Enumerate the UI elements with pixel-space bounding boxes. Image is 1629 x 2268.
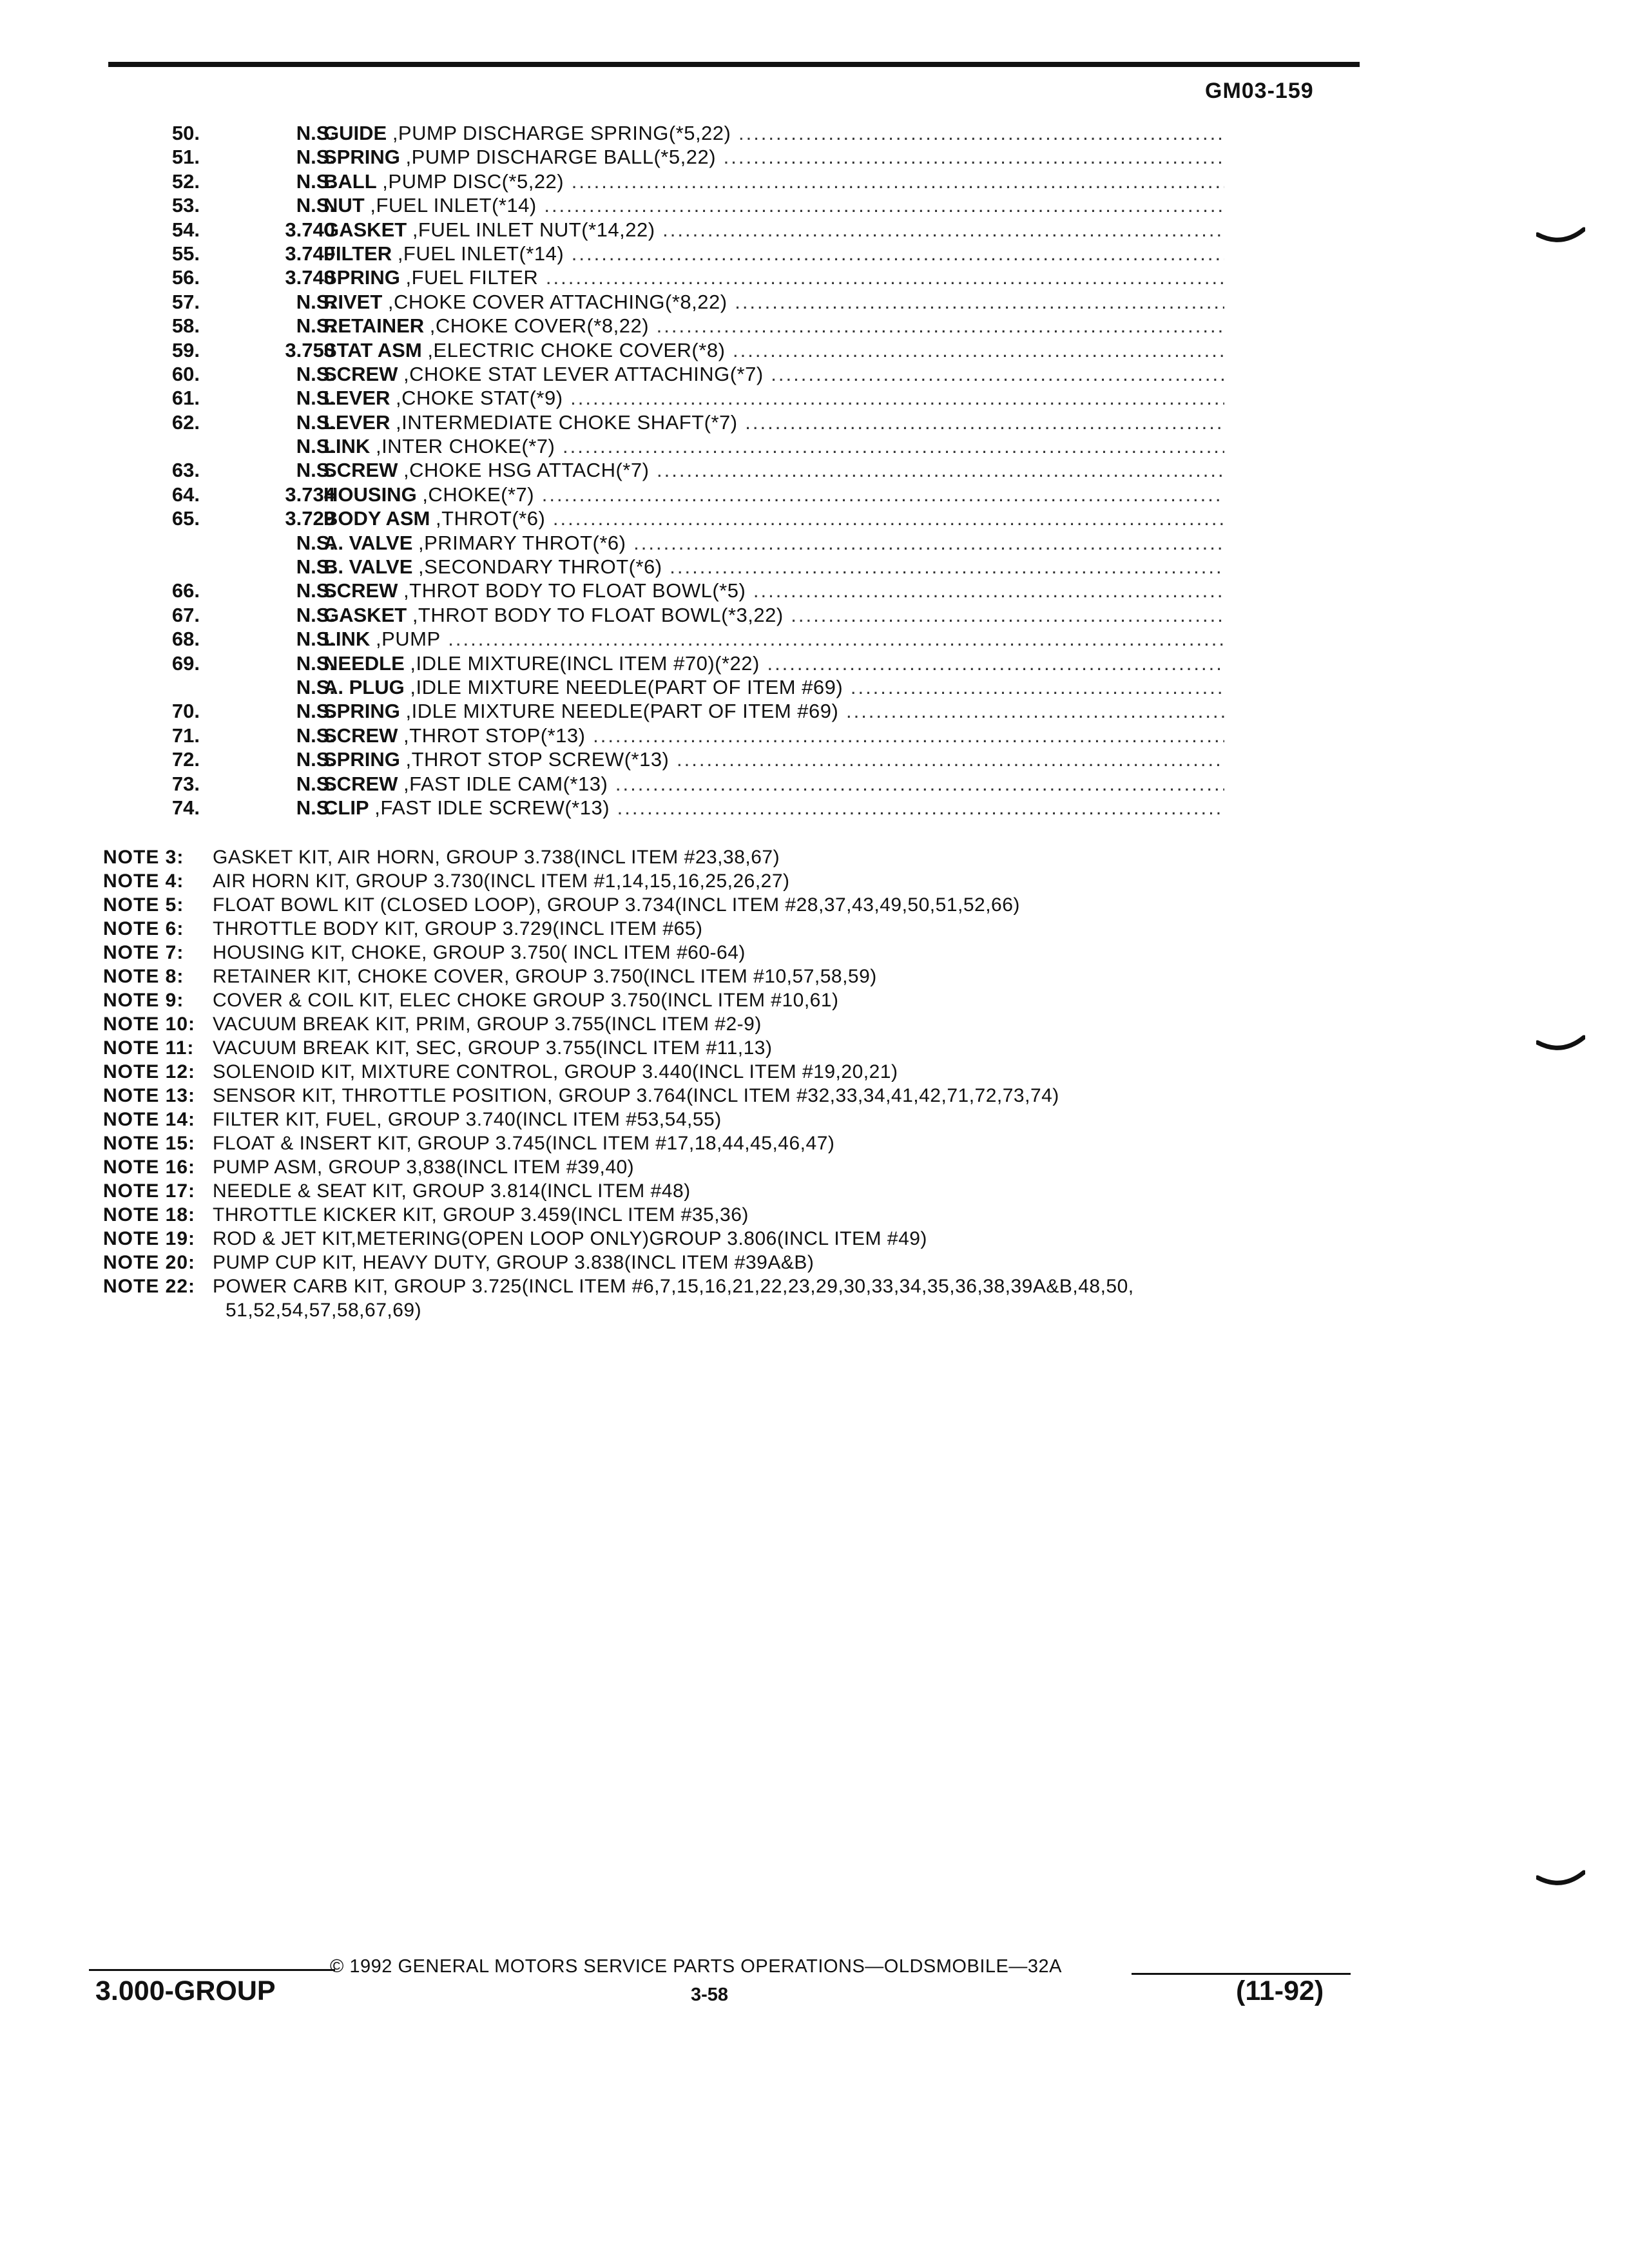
part-row <box>103 724 1224 747</box>
part-qualifier: ,CHOKE COVER ATTACHING(*8,22) <box>387 290 728 313</box>
part-description <box>323 506 1224 530</box>
item-number: 68. <box>171 628 200 651</box>
note-text: FILTER KIT, FUEL, GROUP 3.740(INCL ITEM #53,54,55) <box>213 1109 722 1130</box>
note-text: GASKET KIT, AIR HORN, GROUP 3.738(INCL ITEM #23,38,67) <box>213 847 780 868</box>
note-row <box>103 1251 1392 1274</box>
note-row <box>103 1131 1392 1155</box>
part-row <box>103 314 1224 338</box>
part-qualifier: ,INTER CHOKE(*7) <box>375 435 555 458</box>
part-row <box>103 506 1224 530</box>
part-description <box>323 145 1224 169</box>
part-qualifier: ,PRIMARY THROT(*6) <box>418 531 626 554</box>
item-number: 73. <box>171 772 200 795</box>
note-row <box>103 1179 1392 1203</box>
group-number: N.S. <box>296 435 335 458</box>
note-row <box>103 1227 1392 1251</box>
check-mark <box>1536 1033 1585 1053</box>
group-number: 3.750 <box>285 338 335 361</box>
note-label: NOTE 16: <box>103 1157 196 1178</box>
part-qualifier: ,CHOKE STAT(*9) <box>395 387 563 410</box>
part-row <box>103 290 1224 314</box>
part-name: RETAINER <box>323 314 425 338</box>
note-text: SOLENOID KIT, MIXTURE CONTROL, GROUP 3.440(INCL ITEM #19,20,21) <box>213 1061 898 1082</box>
note-label: NOTE 4: <box>103 870 184 892</box>
note-label: NOTE 6: <box>103 918 184 939</box>
part-description <box>323 699 1224 723</box>
footer-rule-left <box>89 1969 335 1971</box>
part-row <box>103 434 1224 458</box>
note-text: PUMP ASM, GROUP 3,838(INCL ITEM #39,40) <box>213 1157 635 1178</box>
item-number: 50. <box>171 122 200 144</box>
group-number: N.S. <box>296 290 335 313</box>
part-description <box>323 483 1224 506</box>
part-row <box>103 772 1224 796</box>
part-qualifier: ,CHOKE STAT LEVER ATTACHING(*7) <box>403 362 764 385</box>
note-label: NOTE 13: <box>103 1085 196 1106</box>
note-text: THROTTLE KICKER KIT, GROUP 3.459(INCL ITEM #35,36) <box>213 1204 749 1225</box>
part-qualifier: ,IDLE MIXTURE NEEDLE(PART OF ITEM #69) <box>410 675 843 698</box>
note-label: NOTE 17: <box>103 1180 196 1202</box>
part-row <box>103 555 1224 579</box>
part-row <box>103 483 1224 506</box>
note-text: VACUUM BREAK KIT, PRIM, GROUP 3.755(INCL ITEM #2-9) <box>213 1014 762 1035</box>
part-row <box>103 651 1224 675</box>
part-row <box>103 699 1224 723</box>
part-qualifier: ,PUMP <box>375 628 441 651</box>
part-name: A. PLUG <box>323 675 405 698</box>
note-text: SENSOR KIT, THROTTLE POSITION, GROUP 3.764(INCL ITEM #32,33,34,41,42,71,72,73,74) <box>213 1085 1059 1106</box>
note-text: VACUUM BREAK KIT, SEC, GROUP 3.755(INCL ITEM #11,13) <box>213 1037 773 1059</box>
group-number: N.S. <box>296 700 335 723</box>
group-number: N.S. <box>296 169 335 193</box>
item-number: 71. <box>171 724 200 747</box>
item-number: 66. <box>171 579 200 602</box>
group-number: N.S. <box>296 122 335 144</box>
group-number: 3.734 <box>285 483 335 506</box>
part-qualifier: ,PUMP DISC(*5,22) <box>382 169 564 193</box>
part-name: GASKET <box>323 218 407 241</box>
part-name: NEEDLE <box>323 651 405 675</box>
note-label: NOTE 11: <box>103 1037 195 1059</box>
item-number: 65. <box>171 507 200 530</box>
part-row <box>103 265 1224 289</box>
part-qualifier: ,IDLE MIXTURE NEEDLE(PART OF ITEM #69) <box>405 700 839 723</box>
item-number: 74. <box>171 796 200 819</box>
part-description <box>323 338 1224 362</box>
part-description <box>323 603 1224 627</box>
group-number: N.S. <box>296 772 335 795</box>
part-row <box>103 603 1224 627</box>
part-row <box>103 579 1224 602</box>
note-text: FLOAT & INSERT KIT, GROUP 3.745(INCL ITEM #17,18,44,45,46,47) <box>213 1133 835 1154</box>
part-qualifier: ,FAST IDLE SCREW(*13) <box>374 796 610 819</box>
note-label: NOTE 9: <box>103 990 184 1011</box>
group-number: 3.729 <box>285 507 335 530</box>
part-description <box>323 531 1224 555</box>
part-name: B. VALVE <box>323 555 413 579</box>
part-description <box>323 121 1224 145</box>
part-name: CLIP <box>323 796 369 819</box>
note-text: COVER & COIL KIT, ELEC CHOKE GROUP 3.750(INCL ITEM #10,61) <box>213 990 839 1011</box>
note-row <box>103 1084 1392 1108</box>
page-number: 3-58 <box>691 1984 729 2005</box>
part-row <box>103 747 1224 771</box>
group-number: N.S. <box>296 724 335 747</box>
part-row <box>103 242 1224 265</box>
part-row <box>103 627 1224 651</box>
part-description <box>323 386 1224 410</box>
part-qualifier: ,THROT STOP SCREW(*13) <box>405 748 670 771</box>
revision-date: (11-92) <box>1236 1975 1324 2006</box>
group-number: 3.740 <box>285 218 335 241</box>
part-name: LEVER <box>323 387 390 410</box>
part-description <box>323 218 1224 242</box>
part-name: HOUSING <box>323 483 417 506</box>
group-number: N.S. <box>296 628 335 651</box>
part-description <box>323 724 1224 747</box>
part-name: A. VALVE <box>323 531 413 554</box>
note-label: NOTE 14: <box>103 1109 196 1130</box>
note-row <box>103 1203 1392 1227</box>
part-qualifier: ,PUMP DISCHARGE BALL(*5,22) <box>405 146 717 169</box>
note-label: NOTE 22: <box>103 1276 196 1297</box>
part-row <box>103 458 1224 482</box>
part-row <box>103 386 1224 410</box>
note-text: HOUSING KIT, CHOKE, GROUP 3.750( INCL ITEM #60-64) <box>213 942 746 963</box>
group-number: N.S. <box>296 410 335 434</box>
item-number: 53. <box>171 194 200 217</box>
note-text: RETAINER KIT, CHOKE COVER, GROUP 3.750(INCL ITEM #10,57,58,59) <box>213 966 877 987</box>
note-row <box>103 1298 1392 1322</box>
group-number: N.S. <box>296 748 335 771</box>
part-row <box>103 145 1224 169</box>
part-qualifier: ,IDLE MIXTURE(INCL ITEM #70)(*22) <box>410 651 760 675</box>
group-number: N.S. <box>296 146 335 169</box>
note-row <box>103 1274 1392 1298</box>
group-number: N.S. <box>296 603 335 626</box>
note-text: PUMP CUP KIT, HEAVY DUTY, GROUP 3.838(INCL ITEM #39A&B) <box>213 1252 815 1273</box>
part-qualifier: ,FAST IDLE CAM(*13) <box>403 772 608 795</box>
note-label: NOTE 12: <box>103 1061 196 1082</box>
footer-rule-right <box>1132 1973 1351 1975</box>
part-qualifier: ,ELECTRIC CHOKE COVER(*8) <box>427 338 726 361</box>
group-number: N.S. <box>296 387 335 410</box>
note-row <box>103 869 1392 893</box>
item-number: 67. <box>171 603 200 626</box>
note-row <box>103 941 1392 965</box>
part-description <box>323 772 1224 796</box>
item-number: 72. <box>171 748 200 771</box>
part-description <box>323 169 1224 193</box>
parts-list <box>103 121 1224 820</box>
item-number: 57. <box>171 290 200 313</box>
part-name: BODY ASM <box>323 507 430 530</box>
part-qualifier: ,THROT STOP(*13) <box>403 724 586 747</box>
part-name: FILTER <box>323 242 392 265</box>
part-qualifier: ,CHOKE HSG ATTACH(*7) <box>403 459 650 482</box>
part-row <box>103 121 1224 145</box>
note-text: THROTTLE BODY KIT, GROUP 3.729(INCL ITEM #65) <box>213 918 703 939</box>
note-row <box>103 1155 1392 1179</box>
part-row <box>103 531 1224 555</box>
note-label: NOTE 18: <box>103 1204 196 1225</box>
group-number: N.S. <box>296 194 335 217</box>
note-label: NOTE 3: <box>103 847 184 868</box>
page-code: GM03-159 <box>1205 79 1314 103</box>
item-number: 69. <box>171 651 200 675</box>
part-qualifier: ,CHOKE COVER(*8,22) <box>429 314 650 338</box>
item-number: 56. <box>171 266 200 289</box>
group-number: 3.740 <box>285 242 335 265</box>
note-row <box>103 893 1392 917</box>
part-description <box>323 362 1224 386</box>
item-number: 61. <box>171 387 200 410</box>
part-row <box>103 218 1224 242</box>
item-number: 51. <box>171 146 200 169</box>
item-number: 63. <box>171 459 200 482</box>
part-description <box>323 675 1224 699</box>
part-description <box>323 265 1224 289</box>
part-row <box>103 193 1224 217</box>
part-qualifier: ,FUEL INLET NUT(*14,22) <box>412 218 655 241</box>
part-row <box>103 362 1224 386</box>
note-label: NOTE 15: <box>103 1133 196 1154</box>
item-number: 54. <box>171 218 200 241</box>
part-description <box>323 410 1224 434</box>
note-label: NOTE 10: <box>103 1014 196 1035</box>
note-row <box>103 1108 1392 1131</box>
note-row <box>103 1012 1392 1036</box>
part-description <box>323 555 1224 579</box>
note-row <box>103 917 1392 941</box>
part-description <box>323 579 1224 602</box>
part-name: SCREW <box>323 579 398 602</box>
item-number: 55. <box>171 242 200 265</box>
part-qualifier: ,INTERMEDIATE CHOKE SHAFT(*7) <box>395 410 738 434</box>
item-number: 60. <box>171 362 200 385</box>
note-row <box>103 1036 1392 1060</box>
part-row <box>103 410 1224 434</box>
part-qualifier: ,THROT BODY TO FLOAT BOWL(*5) <box>403 579 746 602</box>
part-qualifier: ,THROT BODY TO FLOAT BOWL(*3,22) <box>412 603 784 626</box>
note-text: POWER CARB KIT, GROUP 3.725(INCL ITEM #6,7,15,16,21,22,23,29,30,33,34,35,36,38,39A&B,48,50, <box>213 1276 1134 1297</box>
part-description <box>323 796 1224 820</box>
part-name: SCREW <box>323 459 398 482</box>
group-number: N.S. <box>296 579 335 602</box>
part-row <box>103 675 1224 699</box>
part-name: SCREW <box>323 772 398 795</box>
part-name: STAT ASM <box>323 338 422 361</box>
note-text: FLOAT BOWL KIT (CLOSED LOOP), GROUP 3.734(INCL ITEM #28,37,43,49,50,51,52,66) <box>213 894 1020 916</box>
copyright-line: © 1992 GENERAL MOTORS SERVICE PARTS OPERATIONS—OLDSMOBILE—32A <box>330 1956 1062 1977</box>
part-name: SPRING <box>323 146 400 169</box>
group-number: N.S. <box>296 796 335 819</box>
part-name: GASKET <box>323 603 407 626</box>
note-label: NOTE 20: <box>103 1252 196 1273</box>
header-rule <box>108 62 1360 67</box>
group-number: N.S. <box>296 459 335 482</box>
notes-list <box>103 845 1392 1322</box>
part-name: SPRING <box>323 266 400 289</box>
part-description <box>323 627 1224 651</box>
part-description <box>323 434 1224 458</box>
note-text: 51,52,54,57,58,67,69) <box>226 1300 422 1321</box>
part-qualifier: ,SECONDARY THROT(*6) <box>418 555 662 579</box>
group-number: 3.740 <box>285 266 335 289</box>
part-name: SCREW <box>323 362 398 385</box>
item-number: 64. <box>171 483 200 506</box>
note-text: AIR HORN KIT, GROUP 3.730(INCL ITEM #1,14,15,16,25,26,27) <box>213 870 790 892</box>
note-label: NOTE 19: <box>103 1228 196 1249</box>
part-name: LINK <box>323 628 371 651</box>
check-mark <box>1536 1869 1585 1888</box>
part-qualifier: ,THROT(*6) <box>435 507 546 530</box>
part-name: SCREW <box>323 724 398 747</box>
note-row <box>103 988 1392 1012</box>
part-row <box>103 338 1224 362</box>
note-label: NOTE 8: <box>103 966 184 987</box>
part-row <box>103 169 1224 193</box>
part-description <box>323 314 1224 338</box>
part-qualifier: ,FUEL INLET(*14) <box>397 242 564 265</box>
group-number: N.S. <box>296 651 335 675</box>
item-number: 58. <box>171 314 200 338</box>
part-description <box>323 651 1224 675</box>
part-description <box>323 242 1224 265</box>
part-qualifier: ,FUEL INLET(*14) <box>370 194 537 217</box>
group-number: N.S. <box>296 555 335 579</box>
note-label: NOTE 5: <box>103 894 184 916</box>
part-name: SPRING <box>323 748 400 771</box>
part-name: SPRING <box>323 700 400 723</box>
part-row <box>103 796 1224 820</box>
group-number: N.S. <box>296 531 335 554</box>
item-number: 59. <box>171 338 200 361</box>
part-qualifier: ,FUEL FILTER <box>405 266 539 289</box>
part-description <box>323 290 1224 314</box>
group-number: N.S. <box>296 675 335 698</box>
group-number: N.S. <box>296 314 335 338</box>
note-row <box>103 845 1392 869</box>
note-text: NEEDLE & SEAT KIT, GROUP 3.814(INCL ITEM #48) <box>213 1180 691 1202</box>
item-number: 70. <box>171 700 200 723</box>
part-description <box>323 458 1224 482</box>
check-mark <box>1536 226 1585 245</box>
part-qualifier: ,CHOKE(*7) <box>422 483 535 506</box>
part-name: LINK <box>323 435 371 458</box>
part-description <box>323 193 1224 217</box>
group-label: 3.000-GROUP <box>95 1975 276 2006</box>
part-qualifier: ,PUMP DISCHARGE SPRING(*5,22) <box>392 122 731 144</box>
group-number: N.S. <box>296 362 335 385</box>
part-name: BALL <box>323 169 377 193</box>
part-name: GUIDE <box>323 122 387 144</box>
part-name: NUT <box>323 194 365 217</box>
note-label: NOTE 7: <box>103 942 184 963</box>
part-description <box>323 747 1224 771</box>
item-number: 52. <box>171 169 200 193</box>
part-name: LEVER <box>323 410 390 434</box>
note-text: ROD & JET KIT,METERING(OPEN LOOP ONLY)GROUP 3.806(INCL ITEM #49) <box>213 1228 927 1249</box>
note-row <box>103 965 1392 988</box>
part-name: RIVET <box>323 290 383 313</box>
item-number: 62. <box>171 410 200 434</box>
note-row <box>103 1060 1392 1084</box>
